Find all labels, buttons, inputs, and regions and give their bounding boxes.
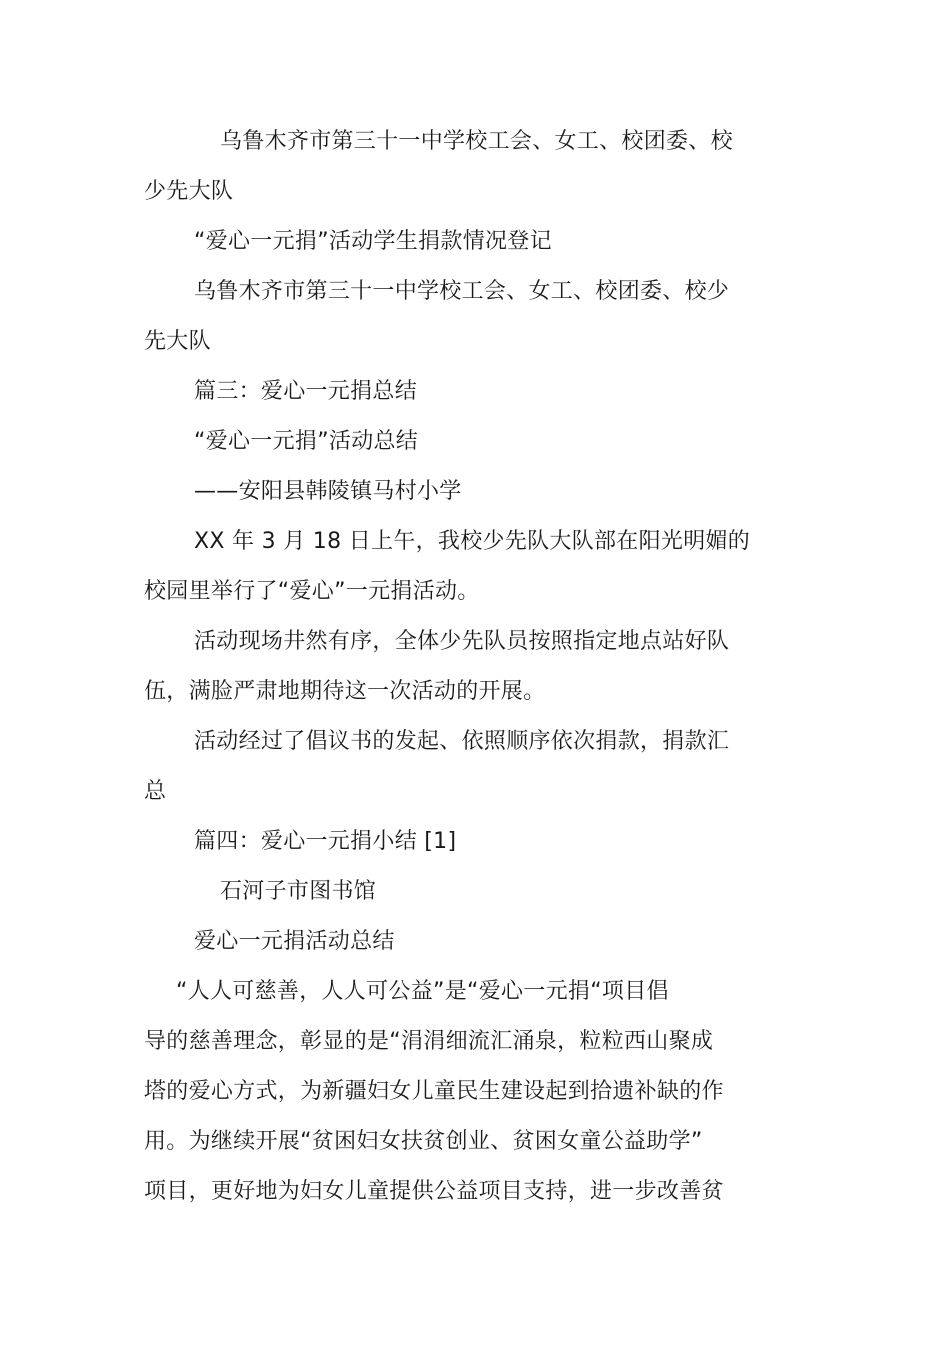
paragraph-line: 少先大队 (144, 179, 234, 204)
paragraph-line: 活动现场井然有序，全体少先队员按照指定地点站好队 (194, 629, 730, 654)
paragraph-line: 校园里举行了“爱心”一元捐活动。 (144, 579, 480, 604)
section-heading: 篇三：爱心一元捐总结 (194, 379, 418, 404)
paragraph-line: 石河子市图书馆 (220, 879, 377, 904)
paragraph-line: “人人可慈善，人人可公益”是“爱心一元捐“项目倡 (176, 979, 669, 1004)
paragraph-line: 先大队 (144, 329, 211, 354)
paragraph-line: 塔的爱心方式，为新疆妇女儿童民生建设起到拾遗补缺的作 (144, 1079, 724, 1104)
paragraph-line: 乌鲁木齐市第三十一中学校工会、女工、校团委、校少 (194, 279, 730, 304)
paragraph-line: “爱心一元捐”活动学生捐款情况登记 (194, 229, 552, 254)
paragraph-line: 乌鲁木齐市第三十一中学校工会、女工、校团委、校 (220, 129, 733, 154)
paragraph-line: “爱心一元捐”活动总结 (194, 429, 419, 454)
paragraph-line: 伍，满脸严肃地期待这一次活动的开展。 (144, 679, 546, 704)
paragraph-line: 总 (144, 779, 167, 804)
paragraph-line: 活动经过了倡议书的发起、依照顺序依次捐款，捐款汇 (194, 729, 730, 754)
paragraph-line: ——安阳县韩陵镇马村小学 (194, 479, 462, 504)
paragraph-line: 导的慈善理念，彰显的是“涓涓细流汇涌泉，粒粒西山聚成 (144, 1029, 714, 1054)
paragraph-line: XX 年 3 月 18 日上午，我校少先队大队部在阳光明媚的 (194, 529, 751, 554)
paragraph-line: 爱心一元捐活动总结 (194, 929, 395, 954)
paragraph-line: 项目，更好地为妇女儿童提供公益项目支持，进一步改善贫 (144, 1179, 724, 1204)
paragraph-line: 用。为继续开展“贫困妇女扶贫创业、贫困女童公益助学” (144, 1129, 703, 1154)
section-heading: 篇四：爱心一元捐小结 [1] (194, 829, 457, 854)
